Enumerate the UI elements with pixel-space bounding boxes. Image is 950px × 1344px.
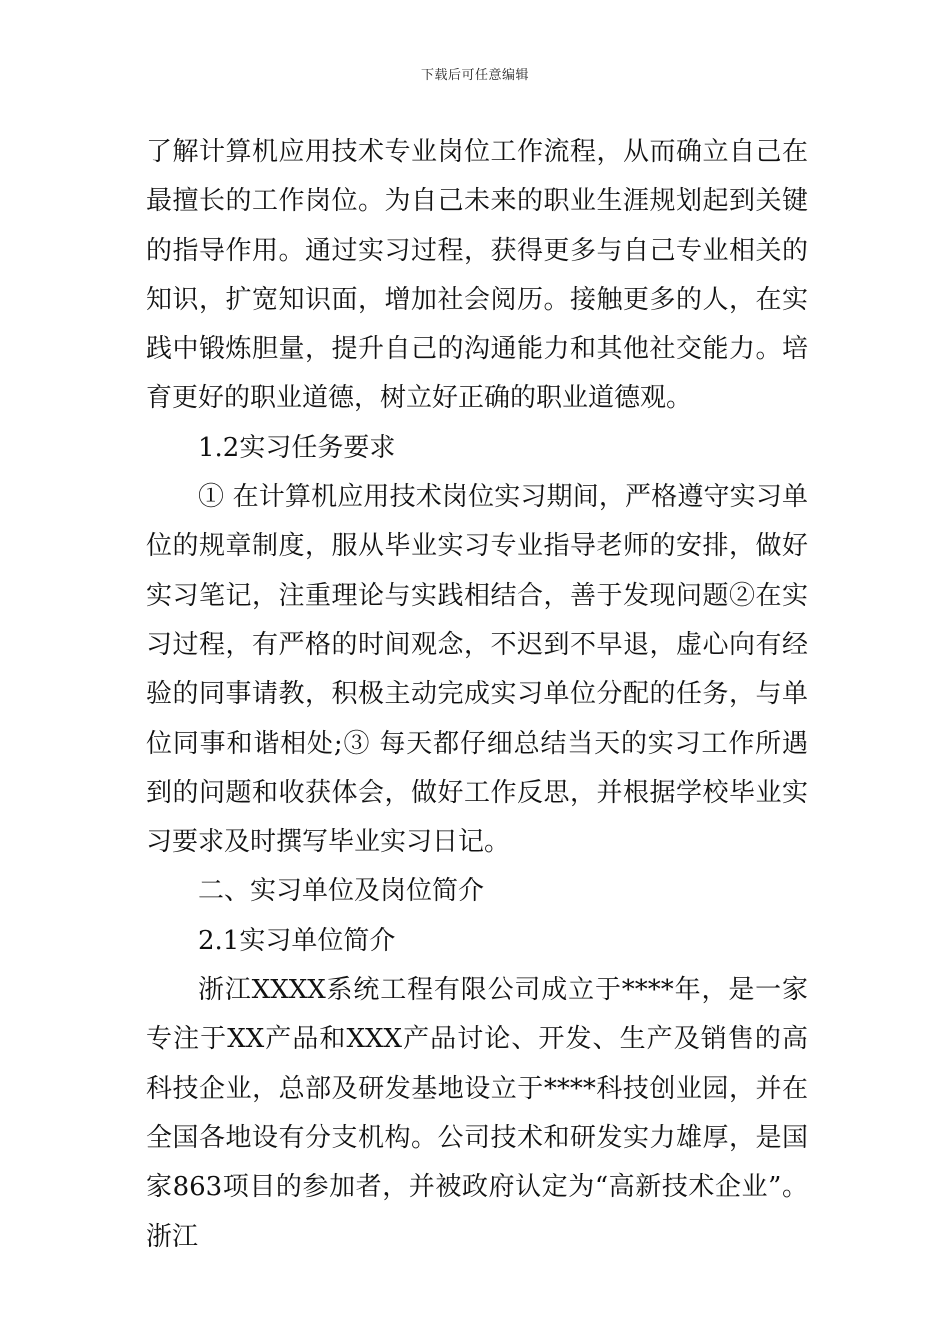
section-heading-1-2: 1.2实习任务要求 bbox=[198, 432, 396, 463]
paragraph-task-requirements: ① 在计算机应用技术岗位实习期间，严格遵守实习单位的规章制度，服从毕业实习专业指导老师的安排，做好实习笔记，注重理论与实践相结合，善于发现问题②在实习过程，有严格的时间观念，不迟到不早退，虚心向有经验的同事请教，积极主动完成实习单位分配的任务，与单位同事和谐相处;③ 每天都仔细总结当天的实习工作所遇到的问题和收获体会，做好工作反思，并根据学校毕业实习要求及时撰写毕业实习日记。 bbox=[146, 482, 808, 858]
paragraph-company-intro: 浙江XXXX系统工程有限公司成立于****年，是一家专注于XX产品和XXX产品讨论、开发、生产及销售的高科技企业，总部及研发基地设立于****科技创业园，并在全国各地设有分支机构。公司技术和研发实力雄厚，是国家863项目的参加者，并被政府认定为“高新技术企业”。浙江 bbox=[146, 975, 808, 1252]
section-heading-2-1: 2.1实习单位简介 bbox=[198, 925, 396, 956]
document-body bbox=[146, 128, 808, 1262]
header-note: 下载后可任意编辑 bbox=[420, 68, 529, 83]
section-heading-2: 二、实习单位及岗位简介 bbox=[198, 876, 485, 907]
paragraph-objectives: 了解计算机应用技术专业岗位工作流程，从而确立自己在最擅长的工作岗位。为自己未来的职业生涯规划起到关键的指导作用。通过实习过程，获得更多与自己专业相关的知识，扩宽知识面，增加社会阅历。接触更多的人，在实践中锻炼胆量，提升自己的沟通能力和其他社交能力。培育更好的职业道德，树立好正确的职业道德观。 bbox=[146, 137, 808, 414]
